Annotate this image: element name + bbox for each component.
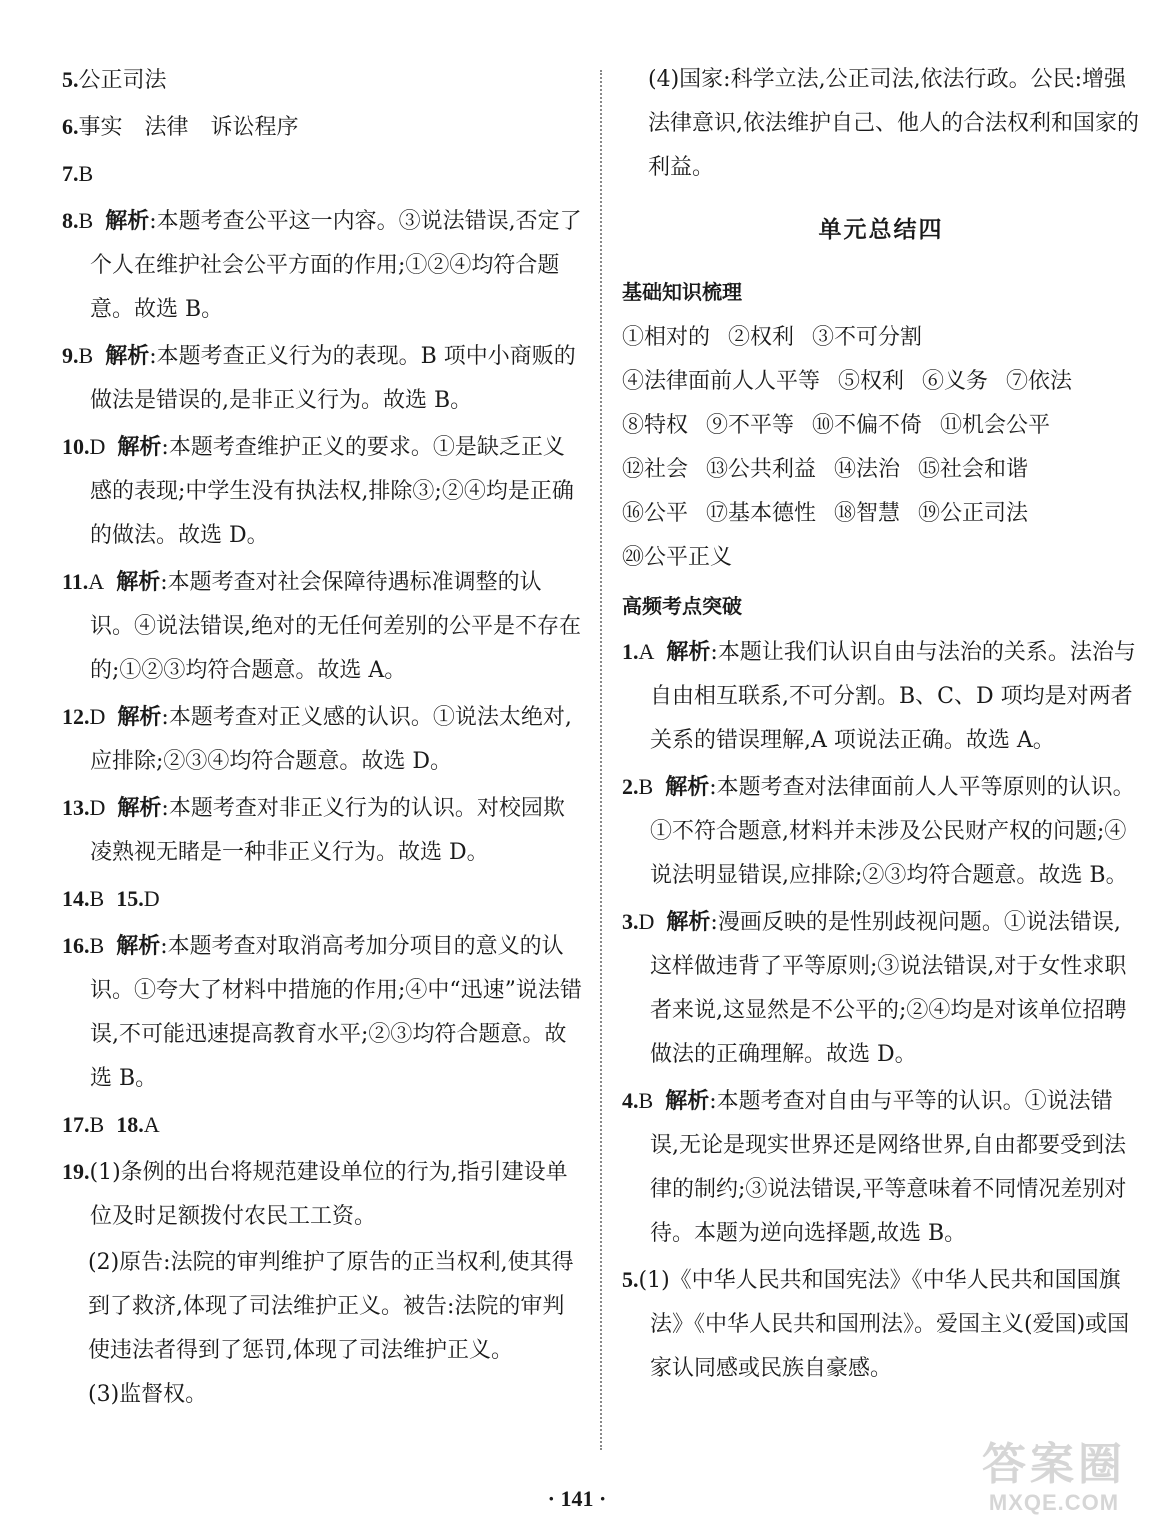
answer-item-19: 19.(1)条例的出台将规范建设单位的行为,指引建设单位及时足额拨付农民工工资。	[62, 1159, 568, 1229]
exam-item-4: 4.B 解析:本题考查对自由与平等的认识。①说法错误,无论是现实世界还是网络世界,自由都要受到法律的制约;③说法错误,平等意味着不同情况差别对待。本题为逆向选择题,故选 B。	[622, 1088, 1127, 1246]
answer-item-14-15: 14.B 15.D	[62, 886, 160, 911]
answer-item-13: 13.D 解析:本题考查对非正义行为的认识。对校园欺凌熟视无睹是一种非正义行为。故选 D。	[62, 795, 565, 865]
page-number: · 141 ·	[547, 1486, 607, 1511]
answer-item-10: 10.D 解析:本题考查维护正义的要求。①是缺乏正义感的表现;中学生没有执法权,排除③;②④均是正确的做法。故选 D。	[62, 434, 574, 548]
answer-item-6: 6.事实 法律 诉讼程序	[62, 114, 299, 140]
answer-item-17-18: 17.B 18.A	[62, 1112, 160, 1137]
knowledge-line-5: ⑯公平 ⑰基本德性 ⑱智慧 ⑲公正司法	[622, 501, 1029, 526]
watermark-logo	[964, 1440, 1144, 1530]
section-title-exam: 高频考点突破	[622, 594, 742, 618]
answer-19-part-3: (3)监督权。	[88, 1382, 208, 1407]
answer-19-part-4: (4)国家:科学立法,公正司法,依法行政。公民:增强法律意识,依法维护自己、他人的合法权利和国家的利益。	[648, 67, 1139, 180]
answer-item-8: 8.B 解析:本题考查公平这一内容。③说法错误,否定了个人在维护社会公平方面的作用;①②④均符合题意。故选 B。	[62, 208, 582, 322]
knowledge-line-1: ①相对的 ②权利 ③不可分割	[622, 325, 923, 350]
left-column	[62, 58, 582, 1417]
answer-item-5: 5.公正司法	[62, 67, 167, 93]
exam-item-2: 2.B 解析:本题考查对法律面前人人平等原则的认识。①不符合题意,材料并未涉及公民财产权的问题;④说法明显错误,应排除;②③均符合题意。故选 B。	[622, 774, 1135, 888]
watermark-main: 答案圈	[982, 1440, 1126, 1489]
right-column	[622, 58, 1140, 1393]
unit-heading: 单元总结四	[818, 216, 944, 243]
knowledge-line-3: ⑧特权 ⑨不平等 ⑩不偏不倚 ⑪机会公平	[622, 413, 1051, 438]
knowledge-line-2: ④法律面前人人平等 ⑤权利 ⑥义务 ⑦依法	[622, 369, 1073, 394]
exam-item-1: 1.A 解析:本题让我们认识自由与法治的关系。法治与自由相互联系,不可分割。B、C、D 项均是对两者关系的错误理解,A 项说法正确。故选 A。	[622, 639, 1136, 753]
watermark-sub: MXQE.COM	[988, 1490, 1120, 1515]
answer-19-part-2: (2)原告:法院的审判维护了原告的正当权利,使其得到了救济,体现了司法维护正义。被告:法院的审判使违法者得到了惩罚,体现了司法维护正义。	[88, 1250, 574, 1363]
exam-item-3: 3.D 解析:漫画反映的是性别歧视问题。①说法错误,这样做违背了平等原则;③说法错误,对于女性求职者来说,这显然是不公平的;②④均是对该单位招聘做法的正确理解。故选 D。	[622, 909, 1127, 1067]
column-divider	[600, 70, 602, 1450]
answer-item-7: 7.B	[62, 161, 94, 186]
answer-item-9: 9.B 解析:本题考查正义行为的表现。B 项中小商贩的做法是错误的,是非正义行为。故选 B。	[62, 343, 576, 413]
answer-item-16: 16.B 解析:本题考查对取消高考加分项目的意义的认识。①夸大了材料中措施的作用;④中“迅速”说法错误,不可能迅速提高教育水平;②③均符合题意。故选 B。	[62, 933, 582, 1091]
knowledge-line-4: ⑫社会 ⑬公共利益 ⑭法治 ⑮社会和谐	[622, 457, 1029, 482]
exam-item-5: 5.(1)《中华人民共和国宪法》《中华人民共和国国旗法》《中华人民共和国刑法》。爱国主义(爱国)或国家认同感或民族自豪感。	[622, 1267, 1130, 1381]
section-title-knowledge: 基础知识梳理	[622, 280, 742, 304]
knowledge-line-6: ⑳公平正义	[622, 545, 733, 570]
answer-item-11: 11.A 解析:本题考查对社会保障待遇标准调整的认识。④说法错误,绝对的无任何差别的公平是不存在的;①②③均符合题意。故选 A。	[62, 569, 581, 683]
answer-item-12: 12.D 解析:本题考查对正义感的认识。①说法太绝对,应排除;②③④均符合题意。故选 D。	[62, 704, 572, 774]
